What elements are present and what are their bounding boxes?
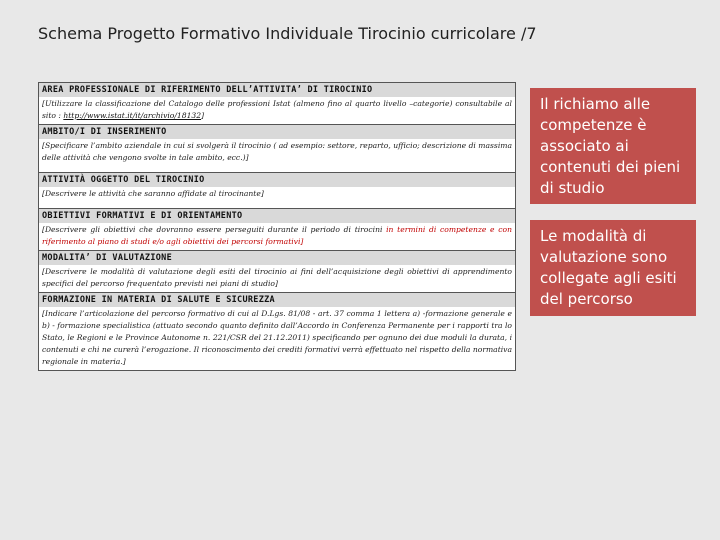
section-body-salute-sicurezza: [Indicare l’articolazione del percorso formativo di cui al D.Lgs. 81/08 - art. 37 comma 1 lettera a) -formazione generale e b) - formazione specialistica (attuato secondo quanto definito dall’Accordo in Conferenza Permanente per i rapporti tra lo Stato, le Regioni e le Province Autonome n. 221/CSR del 21.12.2011) specificando per ognuno dei due moduli la durata, i contenuti e chi ne curerà l’erogazione. Il riconoscimento dei crediti formativi verrà effettuato nel rispetto della normativa regionale in materia.] [42, 309, 512, 366]
area-professionale-text: [Utilizzare la classificazione del Catalogo delle professioni Istat (almeno fino al quarto livello –categorie) consultabile al sito : [42, 99, 512, 120]
section-body-valutazione: [Descrivere le modalità di valutazione degli esiti del tirocinio ai fini dell’acquisizione degli obiettivi di apprendimento specifici del percorso frequentato previsti nei piani di studio] [42, 267, 512, 288]
section-body-ambito: [Specificare l’ambito aziendale in cui si svolgerà il tirocinio ( ad esempio: settore, reparto, ufficio; descrizione di massima delle attività che vengono svolte in tale ambito, ecc.)] [42, 141, 512, 162]
obiettivi-text: [Descrivere gli obiettivi che dovranno essere perseguiti durante il periodo di tirocini [42, 225, 387, 234]
section-heading-valutazione: MODALITA’ DI VALUTAZIONE [39, 250, 515, 265]
section-body-area-professionale [39, 97, 515, 124]
istat-link[interactable]: http://www.istat.it/it/archivio/18132 [63, 111, 202, 120]
section-body-obiettivi [39, 223, 515, 250]
section-body-attivita: [Descrivere le attività che saranno affidate al tirocinante] [42, 189, 264, 198]
section-heading-ambito: AMBITO/I DI INSERIMENTO [39, 124, 515, 139]
project-form-table [38, 82, 516, 371]
section-heading-obiettivi: OBIETTIVI FORMATIVI E DI ORIENTAMENTO [39, 208, 515, 223]
callout-competenze: Il richiamo alle competenze è associato ai contenuti dei pieni di studio [530, 88, 696, 204]
slide-title: Schema Progetto Formativo Individuale Tirocinio curricolare /7 [38, 24, 537, 43]
area-professionale-end: ] [201, 111, 205, 120]
section-heading-salute-sicurezza: FORMAZIONE IN MATERIA DI SALUTE E SICUREZZA [39, 292, 515, 307]
section-heading-attivita: ATTIVITÀ OGGETTO DEL TIROCINIO [39, 172, 515, 187]
callout-valutazione: Le modalità di valutazione sono collegate agli esiti del percorso [530, 220, 696, 316]
obiettivi-highlight: in termini di competenze e con riferimento al piano di studi e/o agli obiettivi dei percorsi formativi] [42, 225, 512, 246]
section-heading-area-professionale: AREA PROFESSIONALE DI RIFERIMENTO DELL’ATTIVITA’ DI TIROCINIO [39, 83, 515, 97]
